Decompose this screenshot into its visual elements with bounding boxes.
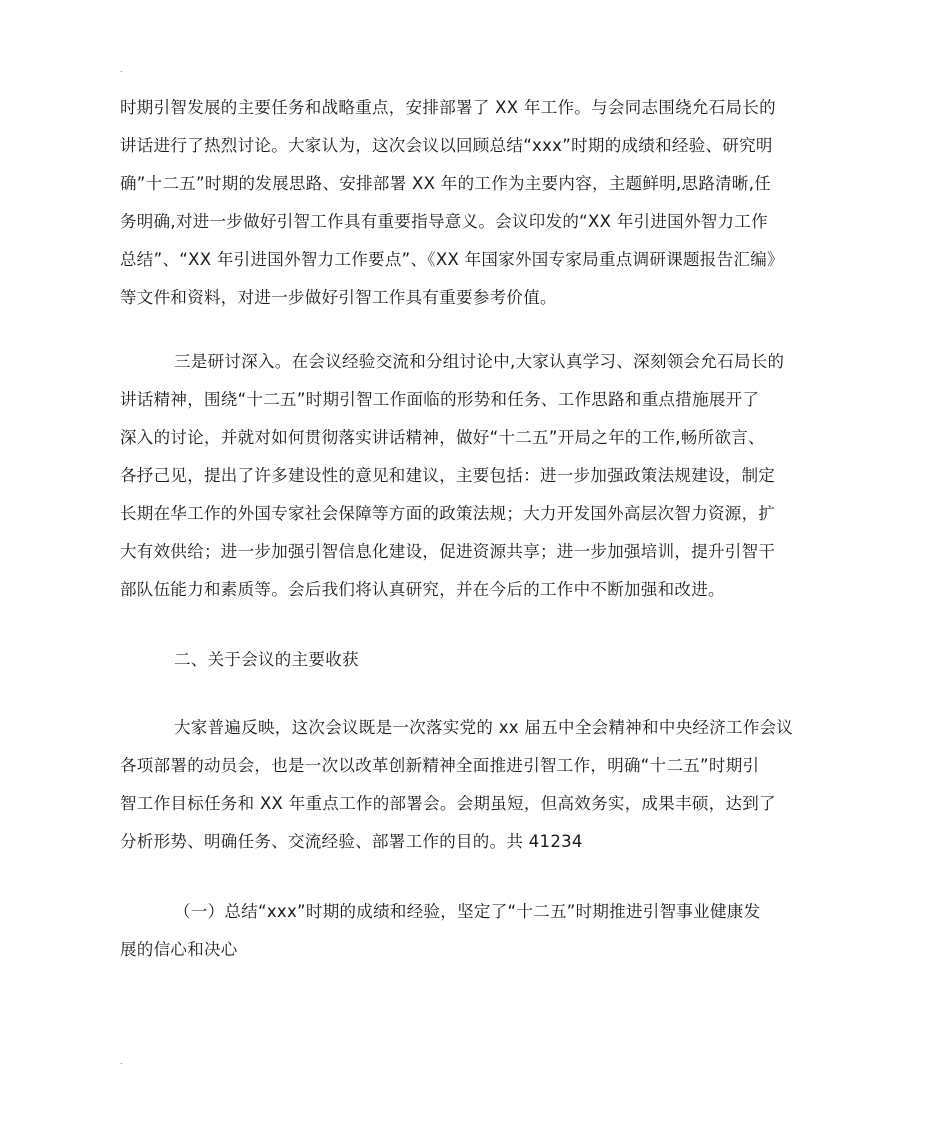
paragraph-line: 务明确,对进一步做好引智工作具有重要指导意义。会议印发的“XX 年引进国外智力工作 [120,212,768,231]
paragraph-line: 总结”、“XX 年引进国外智力工作要点”、《XX 年国家外国专家局重点调研课题报告汇编》 [120,250,784,269]
top-page-marker: . [120,65,123,74]
paragraph-line: 部队伍能力和素质等。会后我们将认真研究，并在今后的工作中不断加强和改进。 [120,580,725,599]
paragraph-line: 时期引智发展的主要任务和战略重点，安排部署了 XX 年工作。与会同志围绕允石局长的 [120,98,776,117]
paragraph-line: 智工作目标任务和 XX 年重点工作的部署会。会期虽短，但高效务实，成果丰硕，达到了 [120,794,776,813]
heading-line: 二、关于会议的主要收获 [174,650,359,669]
paragraph-continuation [120,89,832,317]
paragraph-line: 讲话进行了热烈讨论。大家认为，这次会议以回顾总结“xxx”时期的成绩和经验、研究明 [120,136,773,155]
paragraph-line: 长期在华工作的外国专家社会保障等方面的政策法规；大力开发国外高层次智力资源，扩 [120,504,776,523]
paragraph-line: 三是研讨深入。在会议经验交流和分组讨论中,大家认真学习、深刻领会允石局长的 [174,352,785,371]
paragraph-line: 深入的讨论，并就对如何贯彻落实讲话精神，做好“十二五”开局之年的工作,畅所欲言、 [120,428,765,447]
section-heading [120,641,832,679]
subsection-heading [120,893,832,969]
paragraph-discussion [120,343,832,609]
paragraph-line: 大家普遍反映，这次会议既是一次落实党的 xx 届五中全会精神和中央经济工作会议 [174,718,794,737]
paragraph-line: 各项部署的动员会，也是一次以改革创新精神全面推进引智工作，明确“十二五”时期引 [120,756,760,775]
paragraph-line: 讲话精神，围绕“十二五”时期引智工作面临的形势和任务、工作思路和重点措施展开了 [120,390,760,409]
paragraph-line: 等文件和资料，对进一步做好引智工作具有重要参考价值。 [120,288,557,307]
bottom-page-marker: . [120,1057,123,1066]
heading-line: （一）总结“xxx”时期的成绩和经验，坚定了“十二五”时期推进引智事业健康发 [174,902,761,921]
heading-line: 展的信心和决心 [120,940,238,959]
paragraph-line: 大有效供给；进一步加强引智信息化建设，促进资源共享；进一步加强培训，提升引智干 [120,542,776,561]
paragraph-harvest [120,709,832,861]
paragraph-line: 分析形势、明确任务、交流经验、部署工作的目的。共 41234 [120,832,583,851]
paragraph-line: 确”十二五”时期的发展思路、安排部署 XX 年的工作为主要内容，主题鲜明,思路清晰,任 [120,174,772,193]
paragraph-line: 各抒己见，提出了许多建设性的意见和建议，主要包括：进一步加强政策法规建设，制定 [120,466,776,485]
